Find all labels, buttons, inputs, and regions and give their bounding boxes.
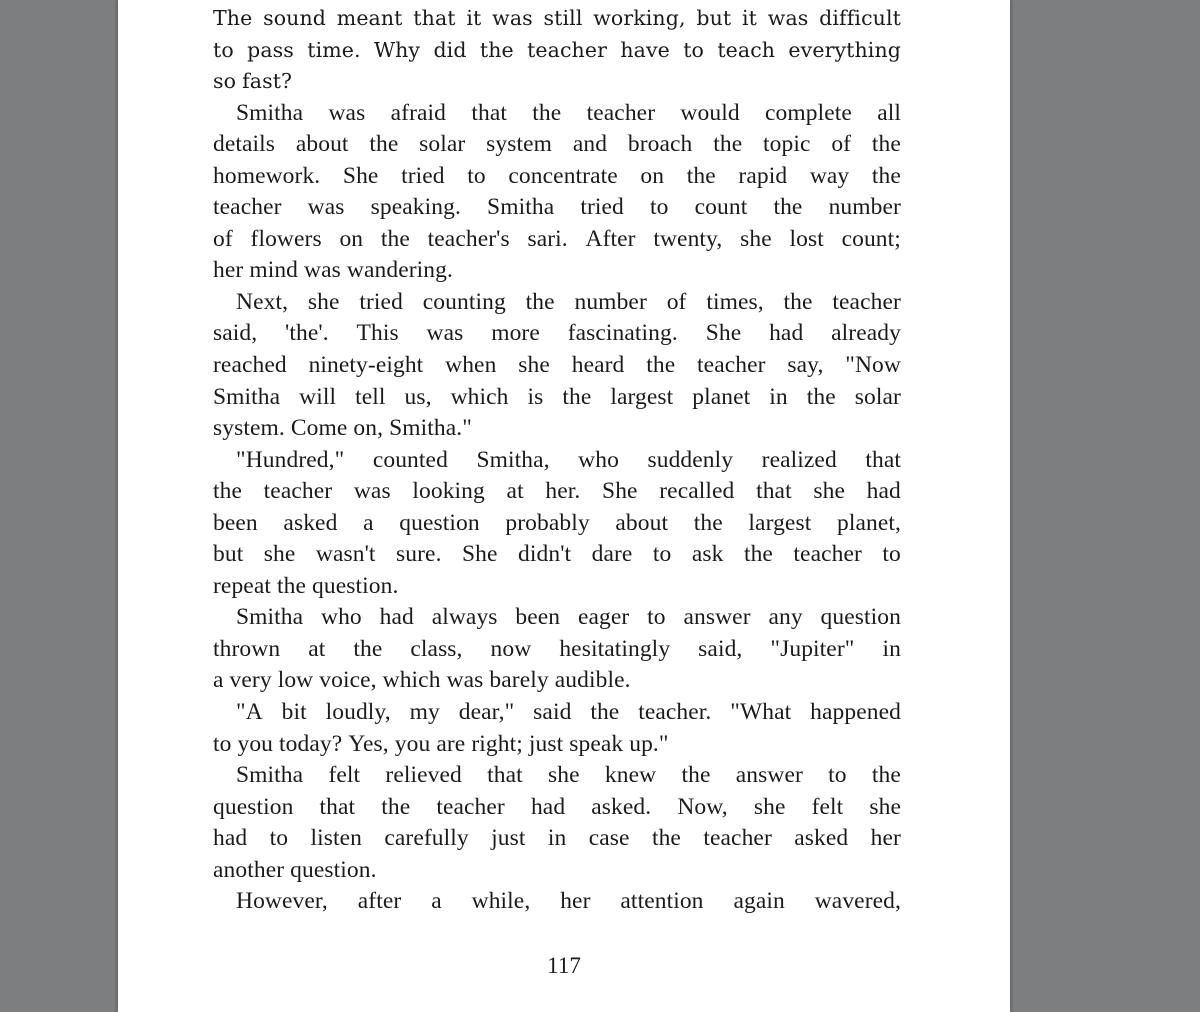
paragraph bbox=[213, 3, 901, 98]
text-line: details about the solar system and broach the topic of the bbox=[213, 131, 901, 158]
text-line: but she wasn't sure. She didn't dare to ask the teacher to bbox=[213, 541, 901, 568]
text-line: a very low voice, which was barely audible. bbox=[213, 667, 631, 694]
text-line: teacher was speaking. Smitha tried to count the number bbox=[213, 194, 901, 221]
text-line: system. Come on, Smitha." bbox=[213, 415, 472, 442]
text-line: question that the teacher had asked. Now, she felt she bbox=[213, 793, 901, 820]
paragraph bbox=[213, 886, 901, 918]
paragraph bbox=[213, 760, 901, 886]
text-line: Smitha felt relieved that she knew the answer to the bbox=[236, 762, 901, 789]
paragraph bbox=[213, 445, 901, 603]
text-line: Smitha who had always been eager to answer any question bbox=[236, 604, 901, 631]
text-line: another question. bbox=[213, 856, 377, 883]
text-line: her mind was wandering. bbox=[213, 257, 453, 284]
paragraph bbox=[213, 98, 901, 287]
text-line: The sound meant that it was still working, but it was difficult bbox=[213, 6, 901, 30]
text-line: to pass time. Why did the teacher have to teach everything bbox=[213, 37, 901, 62]
page-number: 117 bbox=[547, 953, 581, 978]
book-page bbox=[118, 0, 1010, 1012]
paragraph bbox=[213, 697, 901, 760]
text-line: of flowers on the teacher's sari. After twenty, she lost count; bbox=[213, 225, 901, 252]
text-line: Next, she tried counting the number of times, the teacher bbox=[236, 288, 901, 315]
text-line: "Hundred," counted Smitha, who suddenly realized that bbox=[236, 446, 901, 473]
text-line: to you today? Yes, you are right; just speak up." bbox=[213, 730, 669, 757]
text-line: Smitha will tell us, which is the largest planet in the solar bbox=[213, 383, 901, 410]
text-line: homework. She tried to concentrate on the rapid way the bbox=[213, 162, 901, 189]
text-line: repeat the question. bbox=[213, 572, 399, 599]
text-line: said, 'the'. This was more fascinating. She had already bbox=[213, 320, 901, 347]
text-line: thrown at the class, now hesitatingly said, "Jupiter" in bbox=[213, 635, 901, 662]
text-line: so fast? bbox=[213, 69, 293, 94]
text-line: However, after a while, her attention again wavered, bbox=[236, 888, 901, 915]
paragraph bbox=[213, 287, 901, 445]
text-line: the teacher was looking at her. She recalled that she had bbox=[213, 478, 901, 505]
paragraph bbox=[213, 602, 901, 697]
text-line: reached ninety-eight when she heard the teacher say, "Now bbox=[213, 352, 901, 379]
text-line: "A bit loudly, my dear," said the teacher. "What happened bbox=[236, 699, 901, 726]
text-line: been asked a question probably about the largest planet, bbox=[213, 509, 901, 536]
text-line: Smitha was afraid that the teacher would complete all bbox=[236, 99, 901, 126]
text-line: had to listen carefully just in case the teacher asked her bbox=[213, 825, 901, 852]
page-body bbox=[213, 3, 901, 918]
